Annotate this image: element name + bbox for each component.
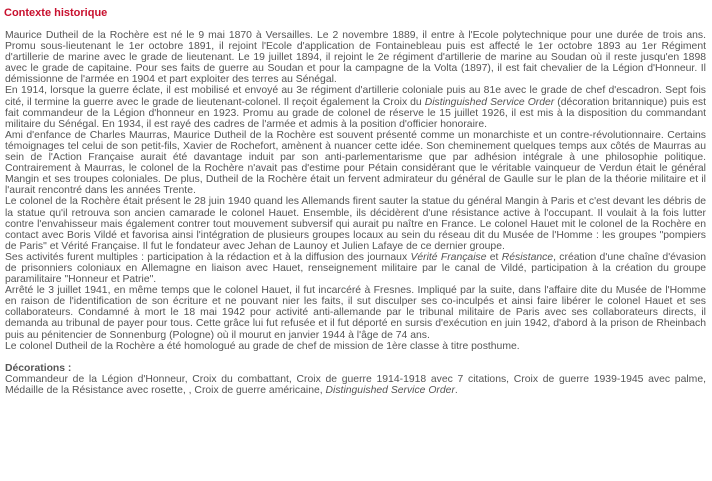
paragraph-resistance-start: Le colonel de la Rochère était présent le 28 juin 1940 quand les Allemands firent sauter la statue du général Mangin à Paris et c'est devant les débris de la statue qu'il retrouva son ancien camarade le colonel Hauet. Ensemble, ils décidèrent d'une résistance active à l'occupant. Il voulait à la fois lutter contre l'envahisseur mais également contrer tout mouvement subversif qui aurait pu naître en France. Le colonel Hauet mit le colonel de la Rochère en contact avec Boris Vildé et favorisa ainsi l'intégration de plusieurs groupes locaux au sein du réseau dit du Musée de l'Homme : les groupes "pompiers de Paris" et Vérité Française. Il fut le fondateur avec Jehan de Launoy et Julien Lafaye de ce dernier groupe. bbox=[5, 196, 706, 252]
paragraph-arrest: Arrêté le 3 juillet 1941, en même temps que le colonel Hauet, il fut incarcéré à Fresnes. Impliqué par la suite, dans l'affaire dite du Musée de l'Homme en raison de l'identification de son écriture et ne pouvant nier les faits, il sut disculper ses co-inculpés et ainsi faire libérer le colonel Hauet et ses collaborateurs. Condamné à mort le 18 mai 1942 pour activité anti-allemande par le tribunal militaire de Paris avec ses collaborateurs directs, il demanda au tribunal de payer pour tous. Cette grâce lui fut refusée et il fut déporté en sursis d'exécution en juin 1942, d'abord à la prison de Rheinbach puis au pénitencier de Sonnenburg (Pologne) où il mourut en janvier 1944 à l'âge de 74 ans. bbox=[5, 285, 706, 341]
text-segment: Ses activités furent multiples : participation à la rédaction et à la diffusion des journaux bbox=[5, 251, 411, 263]
italic-journal-verite: Vérité Française bbox=[410, 251, 487, 263]
text-segment: et bbox=[486, 251, 502, 263]
paragraph-posthumous: Le colonel Dutheil de la Rochère a été homologué au grade de chef de mission de 1ère classe à titre posthume. bbox=[5, 340, 520, 352]
decorations-title: Décorations : bbox=[5, 362, 72, 374]
italic-journal-resistance: Résistance bbox=[501, 251, 554, 263]
text-segment: , création d'une chaîne d'évasion de prisonniers coloniaux en Allemagne en liaison avec Hauet, renseignement militaire par le canal de Vildé, participation à la création du groupe paramilitaire "Honneur et Patrie". bbox=[5, 251, 706, 286]
text-segment: En 1914, lorsque la guerre éclate, il est mobilisé et envoyé au 3e régiment d'artillerie coloniale puis au 81e avec le grade de chef d'escadron. Sept fois cité, il termine la guerre avec le grade de lieutenant-colonel. Il reçoit également la Croix du bbox=[5, 85, 706, 108]
text-segment: Commandeur de la Légion d'Honneur, Croix du combattant, Croix de guerre 1914-1918 avec 7 citations, Croix de guerre 1939-1945 avec palme, Médaille de la Résistance avec rosette, , Croix de guerre américaine, bbox=[5, 373, 706, 396]
paragraph-activities bbox=[5, 252, 706, 285]
article-body bbox=[5, 30, 706, 396]
paragraph-maurras: Ami d'enfance de Charles Maurras, Maurice Dutheil de la Rochère est souvent présenté comme un monarchiste et un contre-révolutionnaire. Certains témoignages tel celui de son petit-fils, Xavier de Rochefort, amènent à nuancer cette idée. Son cheminement quelques temps aux côtés de Maurras au sein de l'Action Française aurait été davantage induit par son anti-parlementarisme que par adhésion intégrale à une philosophie politique. Contrairement à Maurras, le colonel de la Rochère n'avait pas d'estime pour Pétain considérant que le véritable vainqueur de Verdun était le général Mangin et ses troupes coloniales. De plus, Dutheil de la Rochère était un fervent admirateur du général de Gaulle sur le plan de la théorie militaire et il l'aurait rencontré dans les années Trente. bbox=[5, 129, 706, 197]
text-segment: . bbox=[454, 384, 458, 396]
paragraph-ww1 bbox=[5, 85, 706, 129]
italic-dso: Distinguished Service Order bbox=[424, 96, 555, 108]
paragraph-early-career: Maurice Dutheil de la Rochère est né le 9 mai 1870 à Versailles. Le 2 novembre 1889, il entre à l'Ecole polytechnique pour une durée de trois ans. Promu sous-lieutenant le 1er octobre 1891, il rejoint l'Ecole d'application de Fontainebleau puis est affecté le 1er octobre 1893 au 1er Régiment d'artillerie de marine avec le grade de lieutenant. Le 19 juillet 1894, il rejoint le 2e régiment d'artillerie de marine au Soudan où il reste jusqu'en 1898 avec le grade de capitaine. Pour ses faits de guerre au Soudan et pour la campagne de la Volta (1897), il est fait chevalier de la Légion d'Honneur. Il démissionne de l'armée en 1904 et part exploiter des terres au Sénégal. bbox=[5, 30, 706, 86]
text-segment: (décoration britannique) puis est fait commandeur de la Légion d'honneur en 1923. Promu au grade de colonel de réserve le 15 juillet 1926, il est mis à la disposition du commandant militaire du Sénégal. En 1934, il est rayé des cadres de l'armée et admis à la position d'officier honoraire. bbox=[5, 96, 706, 130]
decorations-list bbox=[5, 374, 706, 396]
italic-dso: Distinguished Service Order bbox=[325, 384, 455, 396]
section-title: Contexte historique bbox=[4, 7, 108, 19]
